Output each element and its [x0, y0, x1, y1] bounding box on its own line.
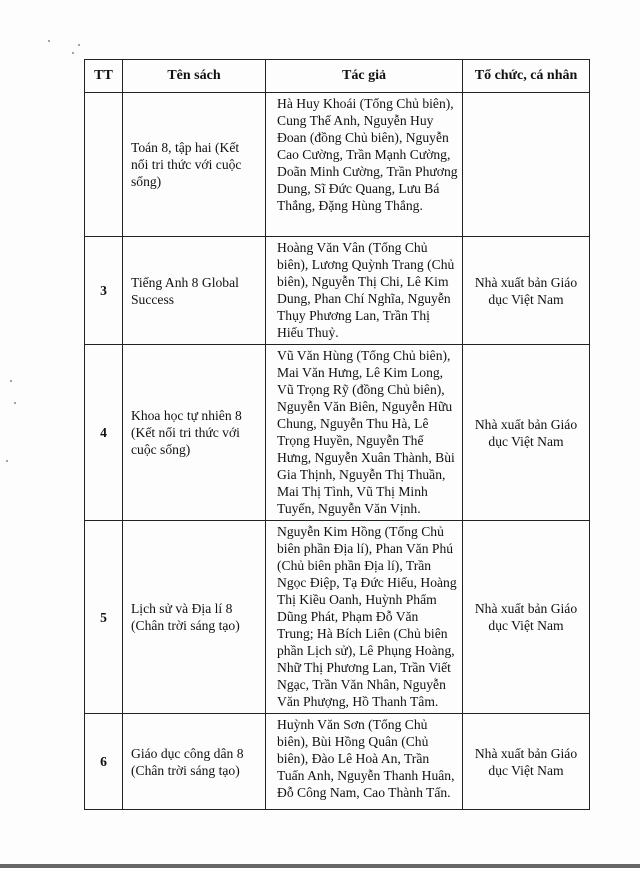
header-authors: Tác giả: [266, 60, 463, 93]
book-authors: Vũ Văn Hùng (Tổng Chủ biên), Mai Văn Hưng, Lê Kim Long, Vũ Trọng Rỹ (đồng Chủ biên), Nguyễn Văn Biên, Nguyễn Hữu Chung, Nguyễn Thu Hà, Lê Trọng Huyền, Nguyễn Thế Hưng, Nguyễn Xuân Thành, Bùi Gia Thịnh, Nguyễn Thị Thuần, Mai Thị Tình, Vũ Thị Minh Tuyến, Nguyễn Văn Vịnh.: [266, 345, 463, 521]
book-authors: Nguyễn Kim Hồng (Tổng Chủ biên phần Địa lí), Phan Văn Phú (Chủ biên phần Địa lí), Trần Ngọc Điệp, Tạ Đức Hiếu, Hoàng Thị Kiều Oanh, Huỳnh Phẩm Dũng Phát, Phạm Đỗ Văn Trung; Hà Bích Liên (Chủ biên phần Lịch sử), Lê Phụng Hoàng, Nhữ Thị Phương Lan, Trần Viết Ngạc, Trần Văn Nhân, Nguyễn Văn Phượng, Hồ Thanh Tâm.: [266, 521, 463, 714]
table-row: [85, 93, 590, 237]
scan-speck: [72, 52, 74, 54]
table-row: [85, 714, 590, 810]
book-authors: Huỳnh Văn Sơn (Tổng Chủ biên), Bùi Hồng Quân (Chủ biên), Đào Lê Hoà An, Trần Tuấn Anh, Nguyễn Thanh Huân, Đỗ Công Nam, Cao Thành Tấn.: [266, 714, 463, 810]
book-organization: Nhà xuất bản Giáo dục Việt Nam: [463, 237, 590, 345]
book-organization: Nhà xuất bản Giáo dục Việt Nam: [463, 714, 590, 810]
textbook-table: [84, 59, 590, 810]
header-organization: Tổ chức, cá nhân: [463, 60, 590, 93]
book-title: Khoa học tự nhiên 8 (Kết nối tri thức với cuộc sống): [123, 345, 266, 521]
book-authors: Hà Huy Khoái (Tổng Chủ biên), Cung Thế Anh, Nguyễn Huy Đoan (đồng Chủ biên), Nguyễn Cao Cường, Trần Mạnh Cường, Doãn Minh Cường, Trần Phương Dung, Sĩ Đức Quang, Lưu Bá Thắng, Đặng Hùng Thắng.: [266, 93, 463, 237]
row-number: 6: [85, 714, 123, 810]
scan-speck: [10, 380, 12, 382]
scan-speck: [48, 40, 50, 42]
row-number: 5: [85, 521, 123, 714]
scan-speck: [78, 44, 80, 46]
book-organization: Nhà xuất bản Giáo dục Việt Nam: [463, 345, 590, 521]
book-title: Toán 8, tập hai (Kết nối tri thức với cuộc sống): [123, 93, 266, 237]
book-organization: [463, 93, 590, 237]
table-row: [85, 345, 590, 521]
scan-speck: [14, 402, 16, 404]
table-row: [85, 521, 590, 714]
book-organization: Nhà xuất bản Giáo dục Việt Nam: [463, 521, 590, 714]
book-authors: Hoàng Văn Vân (Tổng Chủ biên), Lương Quỳnh Trang (Chủ biên), Nguyễn Thị Chi, Lê Kim Dung, Phan Chí Nghĩa, Nguyễn Thụy Phương Lan, Trần Thị Hiếu Thuỷ.: [266, 237, 463, 345]
scan-edge: [0, 864, 640, 868]
book-title: Tiếng Anh 8 Global Success: [123, 237, 266, 345]
row-number: [85, 93, 123, 237]
table-header-row: [85, 60, 590, 93]
header-tt: TT: [85, 60, 123, 93]
scan-speck: [6, 460, 8, 462]
row-number: 3: [85, 237, 123, 345]
header-book-title: Tên sách: [123, 60, 266, 93]
table-row: [85, 237, 590, 345]
book-title: Giáo dục công dân 8 (Chân trời sáng tạo): [123, 714, 266, 810]
row-number: 4: [85, 345, 123, 521]
book-title: Lịch sử và Địa lí 8 (Chân trời sáng tạo): [123, 521, 266, 714]
